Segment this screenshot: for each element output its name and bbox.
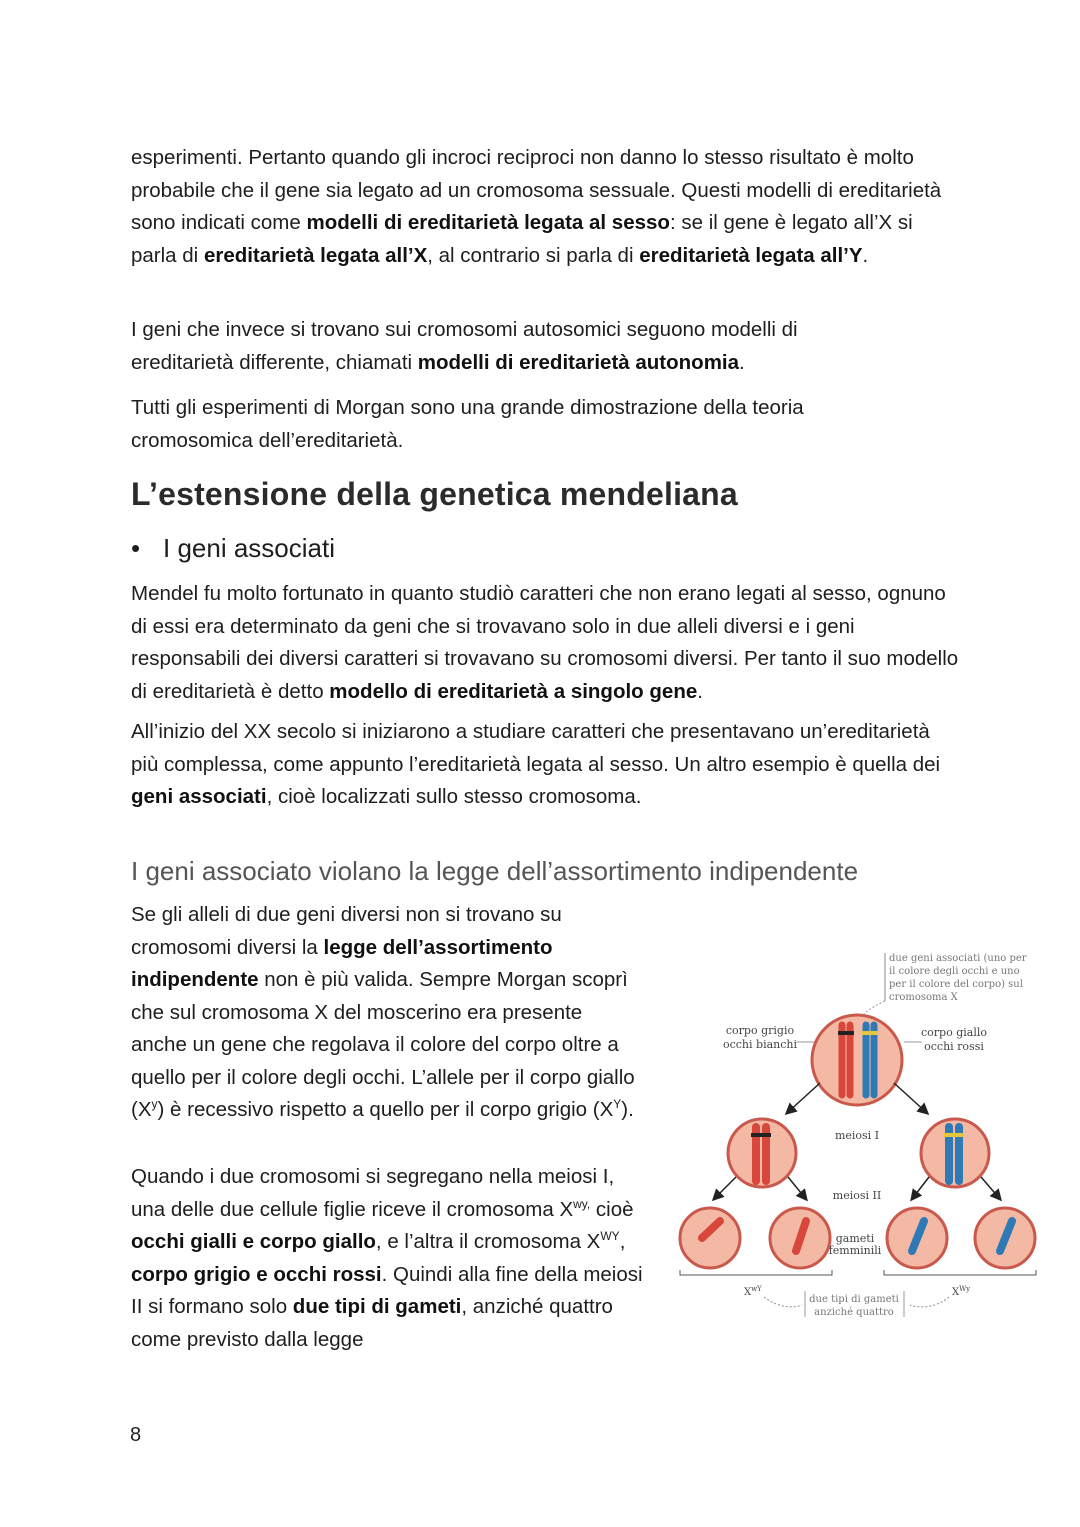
right-label: occhi rossi [924, 1040, 984, 1053]
text-run: , cioè localizzati sullo stesso cromosoma. [266, 785, 642, 808]
arrow [714, 1177, 736, 1199]
pointer [764, 1297, 802, 1307]
callout-line: il colore degli occhi e uno [889, 966, 1020, 977]
gametes-label: gameti [835, 1232, 875, 1245]
callout-line: per il colore del corpo) sul [889, 979, 1023, 990]
text-run: . [697, 679, 703, 703]
meiosis-one-label: meiosi I [834, 1129, 880, 1142]
superscript: WY [600, 1229, 620, 1244]
paragraph-mendel [131, 578, 961, 708]
paragraph-autosomal [131, 314, 891, 379]
text-run: , anziché quattro come previsto dalla legge [131, 1295, 613, 1351]
text-run: , [619, 1230, 626, 1253]
paragraph-meiosis [131, 1161, 651, 1356]
pointer [910, 1297, 949, 1307]
bold-term: occhi gialli e corpo giallo [131, 1230, 376, 1253]
bold-term: corpo grigio e occhi rossi [131, 1262, 382, 1286]
left-label: corpo grigio [725, 1024, 795, 1037]
page-number: 8 [130, 1424, 142, 1446]
superscript: Y [613, 1097, 622, 1112]
left-gamete-type: $X^{wY}$ [744, 1285, 762, 1298]
arrow [912, 1177, 929, 1199]
text-run: Mendel fu molto fortunato in quanto studiò caratteri che non erano legati al sesso, ognuno di essi era determinato da geni che si trovavano solo in due alleli diversi e i geni responsabili dei diversi caratteri si trovavano su cromosomi diversi. Per tanto il suo modello di ereditarietà è detto [131, 582, 959, 703]
text-run: Tutti gli esperimenti di Morgan sono una grande dimostrazione della teoria cromosomica dell’ereditarietà. [131, 396, 804, 452]
text-run: ) è recessivo rispetto a quello per il corpo grigio (X [157, 1098, 614, 1121]
text-run: ). [621, 1098, 634, 1121]
gamete-group-bracket [680, 1270, 832, 1275]
bold-term: geni associati [131, 785, 267, 808]
gamete-group-bracket [884, 1270, 1036, 1275]
paragraph-xx-century [131, 716, 961, 814]
text-run: : se il gene è legato all’X si parla di [131, 211, 913, 267]
bullet-heading-text: I geni associati [163, 533, 335, 563]
bold-term: legge dell’assortimento indipendente [131, 935, 553, 991]
superscript: y [151, 1097, 158, 1112]
bold-term: ereditarietà legata all’X [203, 243, 428, 267]
arrow [788, 1177, 806, 1199]
arrow [787, 1083, 820, 1113]
text-run: All’inizio del XX secolo si iniziarono a studiare caratteri che presentavano un’ereditarietà più complessa, come appunto l’ereditarietà legata al sesso. Un altro esempio è quella dei [131, 720, 941, 776]
paragraph-morgan [131, 392, 891, 457]
callout-line: cromosoma X [889, 992, 958, 1003]
bottom-note: due tipi di gameti [809, 1294, 899, 1305]
text-run: I geni che invece si trovano sui cromosomi autosomici seguono modelli di ereditarietà differente, chiamati [131, 318, 798, 374]
section-title: L’estensione della genetica mendeliana [131, 476, 738, 512]
meiosis-two-label: meiosi II [832, 1189, 882, 1202]
gamete-cell [680, 1208, 740, 1268]
gamete-cell [887, 1208, 947, 1268]
paragraph-independent-assortment [131, 899, 643, 1127]
bold-term: modello di ereditarietà a singolo gene [329, 679, 698, 703]
daughter-cell-left [728, 1119, 796, 1187]
parent-cell [812, 1015, 902, 1105]
subsection-title: I geni associato violano la legge dell’assortimento indipendente [131, 856, 859, 886]
daughter-cell-right [921, 1119, 989, 1187]
paragraph-sex-linked [131, 142, 961, 272]
text-run: Se gli alleli di due geni diversi non si trovano su cromosomi diversi la [131, 903, 562, 959]
bold-term: modelli di ereditarietà autonomia [417, 350, 740, 374]
text-run: cioè [590, 1197, 634, 1221]
text-run: . Quindi alla fine della meiosi II si formano solo [131, 1262, 643, 1318]
bullet-icon: • [131, 533, 141, 563]
bottom-note: anziché quattro [814, 1307, 894, 1318]
superscript: wy, [573, 1196, 591, 1211]
callout-line: due geni associati (uno per [889, 953, 1027, 964]
arrow [894, 1083, 927, 1113]
text-run: Quando i due cromosomi si segregano nella meiosi I, una delle due cellule figlie riceve il cromosoma X [131, 1165, 615, 1221]
gamete-cell [770, 1208, 830, 1268]
text-run: esperimenti. Pertanto quando gli incroci reciproci non danno lo stesso risultato è molto probabile che il gene sia legato ad un cromosoma sessuale. Questi modelli di ereditarietà sono indicati come [131, 146, 942, 234]
bold-term: modelli di ereditarietà legata al sesso [306, 211, 670, 234]
right-label: corpo giallo [921, 1026, 987, 1039]
bullet-heading [131, 533, 335, 564]
bold-term: ereditarietà legata all’Y [639, 243, 863, 267]
text-run: . [862, 243, 869, 267]
text-run: . [739, 350, 745, 374]
bold-term: due tipi di gameti [292, 1295, 462, 1318]
gametes-label: femminili [828, 1244, 882, 1257]
gamete-cell [975, 1208, 1035, 1268]
left-label: occhi bianchi [722, 1038, 798, 1051]
arrow [981, 1177, 1000, 1199]
meiosis-figure [672, 945, 1042, 1325]
right-gamete-type: $X^{Wy}$ [952, 1285, 971, 1298]
text-run: non è più valida. Sempre Morgan scoprì che sul cromosoma X del moscerino era presente anche un gene che regolava il colore del corpo oltre a quello per il colore degli occhi. L’allele per il corpo giallo (X [131, 968, 635, 1121]
text-run: , al contrario si parla di [427, 243, 640, 267]
text-run: , e l’altra il cromosoma X [375, 1230, 601, 1253]
